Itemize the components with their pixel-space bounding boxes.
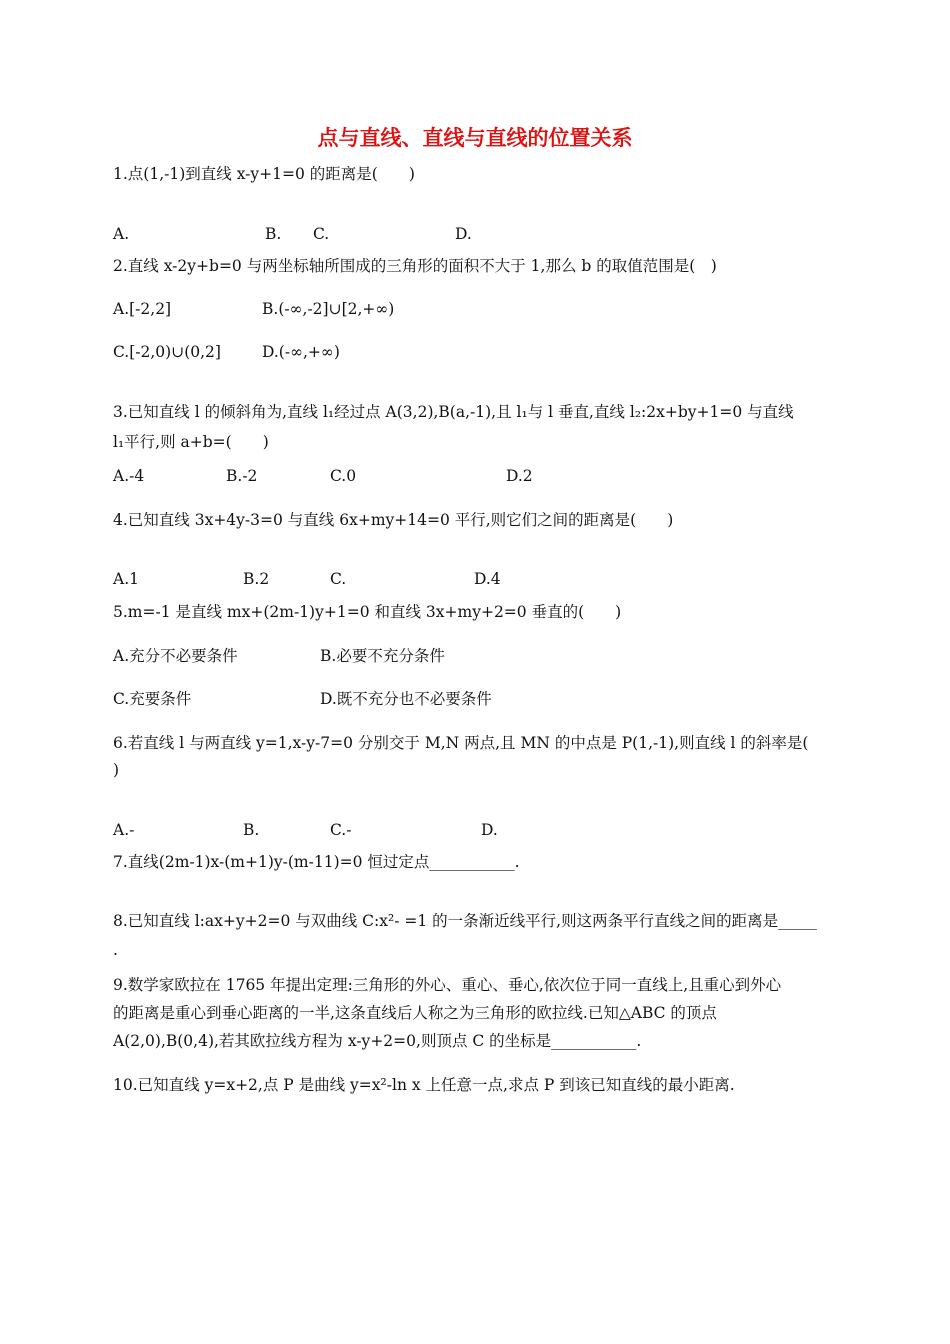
question-6-option-a: A.- (113, 821, 135, 839)
question-9-stem-line-3: A(2,0),B(0,4),若其欧拉线方程为 x-y+2=0,则顶点 C 的坐标是___________. (113, 1032, 642, 1050)
question-3-option-b: B.-2 (226, 467, 258, 485)
question-5-stem: 5.m=-1 是直线 mx+(2m-1)y+1=0 和直线 3x+my+2=0 垂直的( ) (113, 603, 622, 621)
question-2-option-d: D.(-∞,+∞) (262, 343, 340, 361)
question-2-stem: 2.直线 x-2y+b=0 与两坐标轴所围成的三角形的面积不大于 1,那么 b 的取值范围是( ) (113, 257, 717, 275)
question-5-option-c: C.充要条件 (113, 690, 192, 708)
question-9-stem-line-1: 9.数学家欧拉在 1765 年提出定理:三角形的外心、重心、垂心,依次位于同一直线上,且重心到外心 (113, 976, 782, 994)
question-6-stem-line-2: ) (113, 761, 120, 779)
question-8-stem-line-2: . (113, 941, 118, 959)
question-5-option-d: D.既不充分也不必要条件 (320, 690, 492, 708)
question-6-option-c: C.- (330, 821, 352, 839)
question-3-option-d: D.2 (506, 467, 533, 485)
question-3-option-c: C.0 (330, 467, 357, 485)
question-7-stem: 7.直线(2m-1)x-(m+1)y-(m-11)=0 恒过定点___________. (113, 853, 520, 871)
question-1-option-a: A. (113, 225, 130, 243)
question-1-stem: 1.点(1,-1)到直线 x-y+1=0 的距离是( ) (113, 165, 415, 183)
question-3-option-a: A.-4 (113, 467, 145, 485)
question-2-option-b: B.(-∞,-2]∪[2,+∞) (262, 300, 395, 318)
question-5-option-a: A.充分不必要条件 (113, 647, 238, 665)
question-3-stem-line-2: l₁平行,则 a+b=( ) (113, 433, 269, 451)
question-9-stem-line-2: 的距离是重心到垂心距离的一半,这条直线后人称之为三角形的欧拉线.已知△ABC 的顶点 (113, 1004, 717, 1022)
question-6-option-b: B. (243, 821, 260, 839)
question-4-option-a: A.1 (113, 570, 139, 588)
question-4-option-c: C. (330, 570, 347, 588)
question-6-option-d: D. (481, 821, 498, 839)
question-10-stem: 10.已知直线 y=x+2,点 P 是曲线 y=x²-ln x 上任意一点,求点 P 到该已知直线的最小距离. (113, 1076, 735, 1094)
question-2-option-a: A.[-2,2] (113, 300, 172, 318)
question-1-option-c: C. (313, 225, 330, 243)
question-2-option-c: C.[-2,0)∪(0,2] (113, 343, 221, 361)
question-4-option-b: B.2 (243, 570, 270, 588)
question-1-option-d: D. (455, 225, 472, 243)
question-8-stem-line-1: 8.已知直线 l:ax+y+2=0 与双曲线 C:x²- =1 的一条渐近线平行,则这两条平行直线之间的距离是_____ (113, 912, 817, 930)
question-3-stem-line-1: 3.已知直线 l 的倾斜角为,直线 l₁经过点 A(3,2),B(a,-1),且 l₁与 l 垂直,直线 l₂:2x+by+1=0 与直线 (113, 403, 794, 421)
question-4-option-d: D.4 (474, 570, 501, 588)
question-1-option-b: B. (265, 225, 282, 243)
question-6-stem-line-1: 6.若直线 l 与两直线 y=1,x-y-7=0 分别交于 M,N 两点,且 MN 的中点是 P(1,-1),则直线 l 的斜率是( (113, 734, 809, 752)
question-5-option-b: B.必要不充分条件 (320, 647, 445, 665)
page-title: 点与直线、直线与直线的位置关系 (317, 126, 633, 150)
question-4-stem: 4.已知直线 3x+4y-3=0 与直线 6x+my+14=0 平行,则它们之间的距离是( ) (113, 511, 674, 529)
